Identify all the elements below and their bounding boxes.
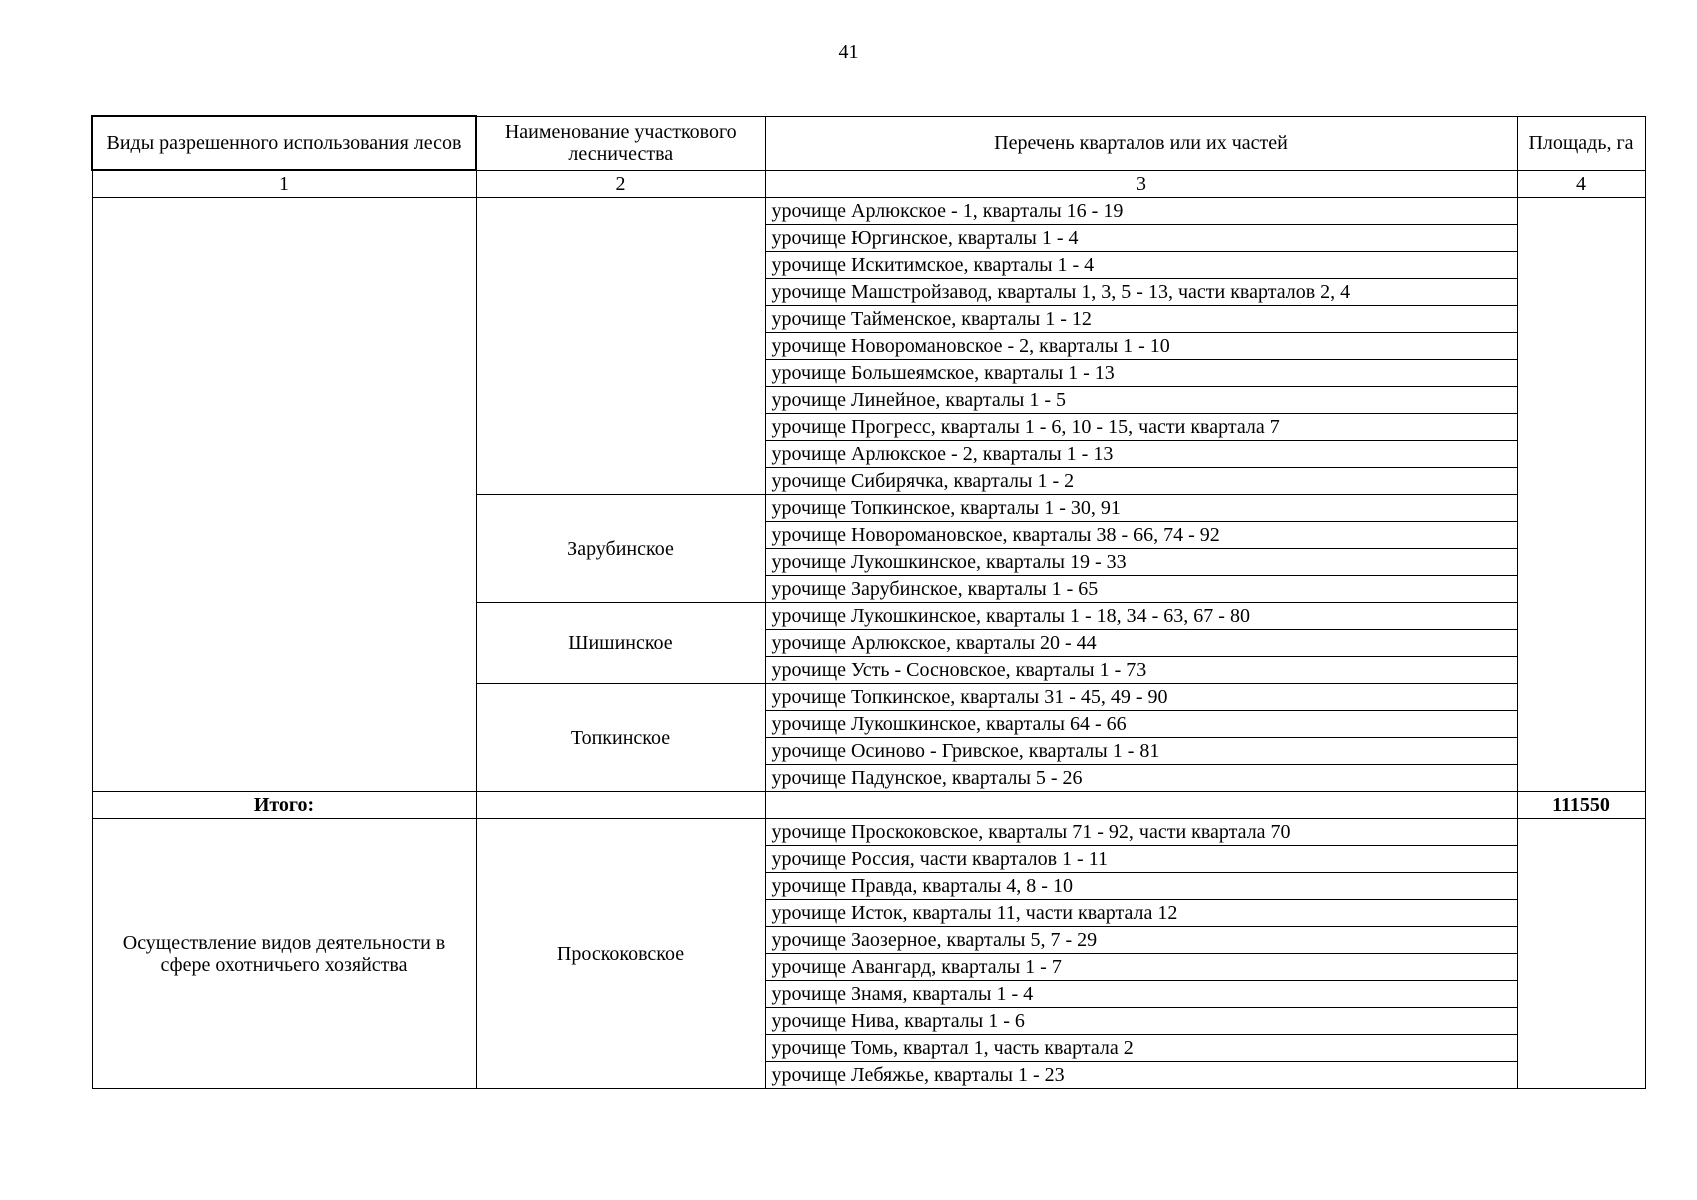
usage-hunting: Осуществление видов деятельности в сфере охотничьего хозяйства <box>92 819 476 1089</box>
quarter-item: урочище Знамя, кварталы 1 - 4 <box>765 981 1517 1008</box>
quarter-item: урочище Арлюкское - 2, кварталы 1 - 13 <box>765 441 1517 468</box>
quarter-item: урочище Арлюкское, кварталы 20 - 44 <box>765 630 1517 657</box>
total-label: Итого: <box>92 792 476 819</box>
column-number-1: 1 <box>92 170 476 198</box>
quarter-item: урочище Нива, кварталы 1 - 6 <box>765 1008 1517 1035</box>
total-empty-list <box>765 792 1517 819</box>
total-area-value: 111550 <box>1517 792 1645 819</box>
quarter-item: урочище Тайменское, кварталы 1 - 12 <box>765 306 1517 333</box>
column-number-3: 3 <box>765 170 1517 198</box>
quarter-item: урочище Линейное, кварталы 1 - 5 <box>765 387 1517 414</box>
quarter-item: урочище Новоромановское - 2, кварталы 1 - 10 <box>765 333 1517 360</box>
quarter-item: урочище Топкинское, кварталы 31 - 45, 49 - 90 <box>765 684 1517 711</box>
area-cell-hunting <box>1517 819 1645 1089</box>
header-area: Площадь, га <box>1517 116 1645 170</box>
quarter-item: урочище Заозерное, кварталы 5, 7 - 29 <box>765 927 1517 954</box>
usage-cell-continued <box>92 198 476 792</box>
total-row <box>92 792 1645 819</box>
quarter-item: урочище Авангард, кварталы 1 - 7 <box>765 954 1517 981</box>
quarter-item: урочище Правда, кварталы 4, 8 - 10 <box>765 873 1517 900</box>
quarter-item: урочище Прогресс, кварталы 1 - 6, 10 - 15, части квартала 7 <box>765 414 1517 441</box>
quarter-item: урочище Россия, части кварталов 1 - 11 <box>765 846 1517 873</box>
column-number-2: 2 <box>476 170 765 198</box>
quarter-item: урочище Новоромановское, кварталы 38 - 66, 74 - 92 <box>765 522 1517 549</box>
quarter-item: урочище Исток, кварталы 11, части квартала 12 <box>765 900 1517 927</box>
column-number-row <box>92 170 1645 198</box>
quarter-item: урочище Лукошкинское, кварталы 19 - 33 <box>765 549 1517 576</box>
column-number-4: 4 <box>1517 170 1645 198</box>
quarter-item: урочище Лукошкинское, кварталы 64 - 66 <box>765 711 1517 738</box>
table-row <box>92 198 1645 225</box>
forestry-name-topkinskoe: Топкинское <box>476 684 765 792</box>
forestry-name-proskokovskoe: Проскоковское <box>476 819 765 1089</box>
quarter-item: урочище Томь, квартал 1, часть квартала 2 <box>765 1035 1517 1062</box>
header-row <box>92 116 1645 170</box>
area-cell-continued <box>1517 198 1645 792</box>
page-number: 41 <box>838 41 859 63</box>
quarter-item: урочище Усть - Сосновское, кварталы 1 - 73 <box>765 657 1517 684</box>
header-usage-types: Виды разрешенного использования лесов <box>92 116 476 170</box>
quarter-item: урочище Искитимское, кварталы 1 - 4 <box>765 252 1517 279</box>
quarter-item: урочище Сибирячка, кварталы 1 - 2 <box>765 468 1517 495</box>
quarter-item: урочище Большеямское, кварталы 1 - 13 <box>765 360 1517 387</box>
quarter-item: урочище Лебяжье, кварталы 1 - 23 <box>765 1062 1517 1089</box>
quarter-item: урочище Осиново - Гривское, кварталы 1 - 81 <box>765 738 1517 765</box>
quarters-table <box>91 115 1646 1089</box>
header-forestry-name: Наименование участкового лесничества <box>476 116 765 170</box>
table-row <box>92 819 1645 846</box>
quarter-item: урочище Проскоковское, кварталы 71 - 92, части квартала 70 <box>765 819 1517 846</box>
quarter-item: урочище Лукошкинское, кварталы 1 - 18, 34 - 63, 67 - 80 <box>765 603 1517 630</box>
forestry-cell-continued <box>476 198 765 495</box>
quarter-item: урочище Зарубинское, кварталы 1 - 65 <box>765 576 1517 603</box>
header-quarters-list: Перечень кварталов или их частей <box>765 116 1517 170</box>
total-empty-forestry <box>476 792 765 819</box>
quarter-item: урочище Топкинское, кварталы 1 - 30, 91 <box>765 495 1517 522</box>
quarter-item: урочище Машстройзавод, кварталы 1, 3, 5 - 13, части кварталов 2, 4 <box>765 279 1517 306</box>
forestry-name-shishinskoe: Шишинское <box>476 603 765 684</box>
quarter-item: урочище Падунское, кварталы 5 - 26 <box>765 765 1517 792</box>
quarter-item: урочище Арлюкское - 1, кварталы 16 - 19 <box>765 198 1517 225</box>
forestry-name-zarubinskoe: Зарубинское <box>476 495 765 603</box>
quarter-item: урочище Юргинское, кварталы 1 - 4 <box>765 225 1517 252</box>
